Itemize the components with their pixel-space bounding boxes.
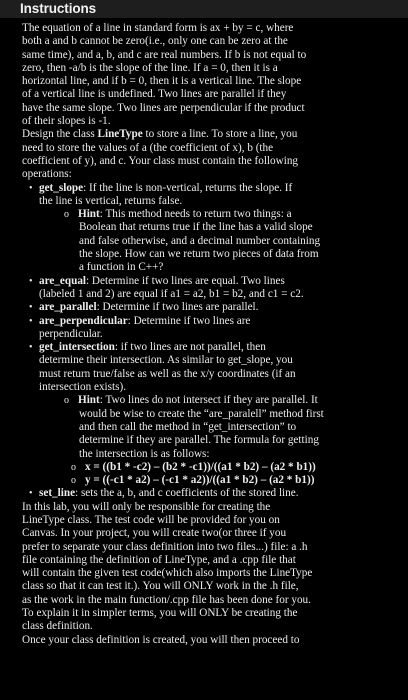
bold-term: set_line bbox=[39, 487, 76, 500]
text-line bbox=[22, 275, 400, 288]
text-line bbox=[22, 142, 400, 155]
line-text: must return true/false as well as the x/y coordinates (if an bbox=[39, 367, 296, 380]
text-line bbox=[22, 235, 400, 248]
line-text: same time), and a, b, and c are real numbers. If b is not equal to bbox=[22, 48, 307, 61]
text-line bbox=[22, 448, 400, 461]
text-line bbox=[22, 474, 400, 487]
line-text: : This method needs to return two things: a bbox=[99, 208, 292, 221]
line-text: : Determine if two lines are equal. Two lines bbox=[86, 274, 285, 287]
line-text: prefer to separate your class definition into two files...) file: a .h bbox=[22, 540, 308, 553]
bullet-icon: • bbox=[29, 342, 33, 354]
text-line bbox=[22, 88, 400, 101]
line-text: class definition. bbox=[22, 620, 93, 633]
line-text: : If the line is non-vertical, returns the slope. If bbox=[83, 181, 293, 194]
line-text: of their slopes is -1. bbox=[22, 115, 111, 128]
text-line bbox=[22, 22, 400, 35]
line-text: the slope. How can we return two pieces of data from bbox=[79, 248, 319, 261]
bold-term: get_slope bbox=[39, 181, 84, 194]
text-line bbox=[22, 128, 400, 141]
bullet-icon: • bbox=[29, 488, 33, 500]
text-line bbox=[22, 580, 400, 593]
line-text: : sets the a, b, and c coefficients of the stored line. bbox=[75, 487, 299, 500]
line-text: the line is vertical, returns false. bbox=[39, 194, 183, 207]
line-text: determine their intersection. As similar to get_slope, you bbox=[39, 354, 293, 367]
text-line bbox=[22, 288, 400, 301]
text-line bbox=[22, 567, 400, 580]
text-line bbox=[22, 541, 400, 554]
line-text: of a vertical line is undefined. Two lines are parallel if they bbox=[22, 88, 287, 101]
text-line bbox=[22, 354, 400, 367]
text-line bbox=[22, 301, 400, 314]
line-text: to store a line. To store a line, you bbox=[142, 128, 298, 141]
line-text: class so that it can test it.). You will ONLY work in the .h file, bbox=[22, 580, 299, 593]
bullet-icon: • bbox=[29, 275, 33, 287]
line-text: In this lab, you will only be responsible for creating the bbox=[22, 500, 271, 513]
bold-term: are_equal bbox=[39, 274, 87, 287]
line-text: and then call the method in “get_intersection” to bbox=[79, 420, 297, 433]
section-header-bar bbox=[0, 0, 408, 18]
line-text: coefficient of y), and c. Your class must contain the following bbox=[22, 154, 299, 167]
line-text: determine if they are parallel. The formula for getting bbox=[79, 434, 319, 447]
text-line bbox=[22, 182, 400, 195]
text-line bbox=[22, 75, 400, 88]
section-title: Instructions bbox=[20, 1, 97, 16]
text-line bbox=[22, 341, 400, 354]
bullet-icon: • bbox=[29, 315, 33, 327]
line-text: file containing the definition of LineType, and a .cpp file that bbox=[22, 553, 296, 566]
sub-bullet-icon: o bbox=[71, 475, 76, 487]
line-text: horizontal line, and if b = 0, then it is a vertical line. The slope bbox=[22, 75, 302, 88]
text-line bbox=[22, 168, 400, 181]
sub-bullet-icon: o bbox=[71, 461, 76, 473]
line-text: Boolean that returns true if the line has a valid slope bbox=[79, 221, 313, 234]
text-line bbox=[22, 261, 400, 274]
text-line bbox=[22, 434, 400, 447]
line-text: the intersection is as follows: bbox=[79, 447, 210, 460]
bullet-icon: • bbox=[29, 182, 33, 194]
formula-text: y = ((-c1 * a2) – (-c1 * a2))/((a1 * b2) – (a2 * b1)) bbox=[85, 474, 315, 487]
text-line bbox=[22, 554, 400, 567]
line-text: : if two lines are not parallel, then bbox=[114, 341, 266, 354]
line-text: intersection exists). bbox=[39, 381, 126, 394]
line-text: LineType class. The test code will be provided for you on bbox=[22, 513, 280, 526]
text-line bbox=[22, 394, 400, 407]
text-line bbox=[22, 62, 400, 75]
line-text-prefix: Design the class bbox=[22, 128, 98, 141]
line-text: need to store the values of a (the coefficient of x), b (the bbox=[22, 141, 274, 154]
text-line bbox=[22, 381, 400, 394]
bold-term: are_parallel bbox=[39, 301, 97, 314]
text-line bbox=[22, 487, 400, 500]
text-line bbox=[22, 421, 400, 434]
text-line bbox=[22, 221, 400, 234]
instructions-body bbox=[22, 22, 400, 647]
line-text: (labeled 1 and 2) are equal if a1 = a2, b1 = b2, and c1 = c2. bbox=[39, 287, 304, 300]
text-line bbox=[22, 35, 400, 48]
line-text: will contain the given test code(which also imports the LineType bbox=[22, 567, 313, 580]
text-line bbox=[22, 620, 400, 633]
bold-term: Hint bbox=[78, 208, 100, 221]
text-line bbox=[22, 155, 400, 168]
text-line bbox=[22, 408, 400, 421]
text-line bbox=[22, 501, 400, 514]
line-text: : Determine if two lines are parallel. bbox=[96, 301, 259, 314]
line-text: : Two lines do not intersect if they are parallel. It bbox=[99, 394, 318, 407]
text-line bbox=[22, 115, 400, 128]
formula-text: x = ((b1 * -c2) – (b2 * -c1))/((a1 * b2) – (a2 * b1)) bbox=[85, 460, 316, 473]
text-line bbox=[22, 607, 400, 620]
line-text: as the work in the main function/.cpp file has been done for you. bbox=[22, 593, 311, 606]
text-line bbox=[22, 248, 400, 261]
bold-term: are_perpendicular bbox=[39, 314, 128, 327]
bold-term: get_intersection bbox=[39, 341, 115, 354]
line-text: zero, then -a/b is the slope of the line. If a = 0, then it is a bbox=[22, 61, 278, 74]
sub-bullet-icon: o bbox=[64, 395, 69, 407]
line-text: : Determine if two lines are bbox=[127, 314, 251, 327]
line-text: have the same slope. Two lines are perpendicular if the product bbox=[22, 101, 305, 114]
text-line bbox=[22, 102, 400, 115]
line-text: The equation of a line in standard form is ax + by = c, where bbox=[22, 22, 294, 34]
text-line bbox=[22, 594, 400, 607]
text-line bbox=[22, 368, 400, 381]
bold-term: Hint bbox=[78, 394, 100, 407]
line-text: perpendicular. bbox=[39, 327, 103, 340]
text-line bbox=[22, 328, 400, 341]
text-line bbox=[22, 634, 400, 647]
line-text: a function in C++? bbox=[79, 261, 164, 274]
text-line bbox=[22, 527, 400, 540]
text-line bbox=[22, 315, 400, 328]
line-text: both a and b cannot be zero(i.e., only one can be zero at the bbox=[22, 35, 288, 48]
text-line bbox=[22, 208, 400, 221]
line-text: Once your class definition is created, you will then proceed to bbox=[22, 633, 300, 646]
text-line bbox=[22, 461, 400, 474]
text-line bbox=[22, 514, 400, 527]
line-text: Canvas. In your project, you will create two(or three if you bbox=[22, 527, 287, 540]
line-text: would be wise to create the “are_paralell” method first bbox=[79, 407, 324, 420]
bold-term: LineType bbox=[97, 128, 143, 141]
line-text: and false otherwise, and a decimal number containing bbox=[79, 234, 321, 247]
line-text: operations: bbox=[22, 168, 72, 181]
line-text: To explain it in simpler terms, you will ONLY be creating the bbox=[22, 607, 298, 620]
text-line bbox=[22, 195, 400, 208]
text-line bbox=[22, 49, 400, 62]
bullet-icon: • bbox=[29, 302, 33, 314]
sub-bullet-icon: o bbox=[64, 209, 69, 221]
